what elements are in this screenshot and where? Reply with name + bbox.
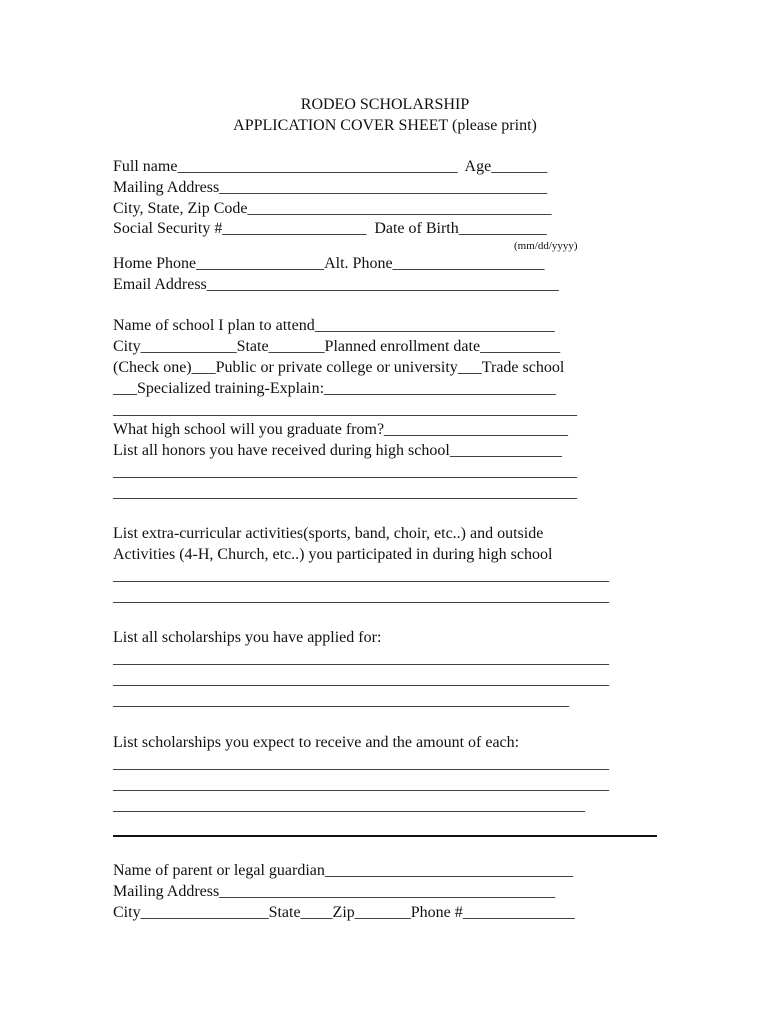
blank-line[interactable]: ______________________________________________________________: [113, 650, 609, 667]
activities-prompt: List extra-curricular activities(sports, band, choir, etc..) and outside: [113, 525, 544, 542]
mailing-address-field[interactable]: Mailing Address_________________________________________: [113, 179, 548, 196]
blank-line[interactable]: __________________________________________________________: [113, 463, 577, 480]
ssn-dob-field[interactable]: Social Security #__________________ Date of Birth___________: [113, 220, 547, 237]
blank-line[interactable]: ______________________________________________________________: [113, 671, 609, 688]
full-name-age-field[interactable]: Full name___________________________________ Age_______: [113, 158, 548, 175]
school-city-state-date-field[interactable]: City____________State_______Planned enrollment date__________: [113, 338, 561, 355]
high-school-field[interactable]: What high school will you graduate from?_______________________: [113, 421, 569, 438]
specialized-training-field[interactable]: ___Specialized training-Explain:_____________________________: [113, 380, 557, 397]
guardian-city-state-zip-phone-field[interactable]: City________________State____Zip_______Phone #______________: [113, 904, 575, 921]
email-field[interactable]: Email Address____________________________________________: [113, 276, 559, 293]
form-title: RODEO SCHOLARSHIP: [300, 96, 470, 113]
scholarships-applied-prompt: List all scholarships you have applied for:: [113, 629, 382, 646]
scholarships-expected-prompt: List scholarships you expect to receive and the amount of each:: [113, 734, 520, 751]
section-divider: [113, 835, 657, 837]
guardian-name-field[interactable]: Name of parent or legal guardian_______________________________: [113, 862, 573, 879]
guardian-mailing-address-field[interactable]: Mailing Address__________________________________________: [113, 883, 556, 900]
blank-line[interactable]: ______________________________________________________________: [113, 567, 609, 584]
blank-line[interactable]: ______________________________________________________________: [113, 755, 609, 772]
blank-line[interactable]: ___________________________________________________________: [113, 797, 585, 814]
activities-prompt-cont: Activities (4-H, Church, etc..) you participated in during high school: [113, 546, 553, 563]
blank-line[interactable]: __________________________________________________________: [113, 484, 577, 501]
honors-field[interactable]: List all honors you have received during high school______________: [113, 442, 562, 459]
school-name-field[interactable]: Name of school I plan to attend______________________________: [113, 317, 555, 334]
phone-fields[interactable]: Home Phone________________Alt. Phone___________________: [113, 255, 545, 272]
blank-line[interactable]: ______________________________________________________________: [113, 776, 609, 793]
dob-format-hint: (mm/dd/yyyy): [514, 240, 578, 252]
blank-line[interactable]: _________________________________________________________: [113, 692, 569, 709]
blank-line[interactable]: ______________________________________________________________: [113, 588, 609, 605]
city-state-zip-field[interactable]: City, State, Zip Code______________________________________: [113, 200, 552, 217]
school-type-checkboxes[interactable]: (Check one)___Public or private college or university___Trade school: [113, 359, 565, 376]
form-subtitle: APPLICATION COVER SHEET (please print): [233, 117, 537, 134]
blank-line[interactable]: __________________________________________________________: [113, 401, 577, 418]
